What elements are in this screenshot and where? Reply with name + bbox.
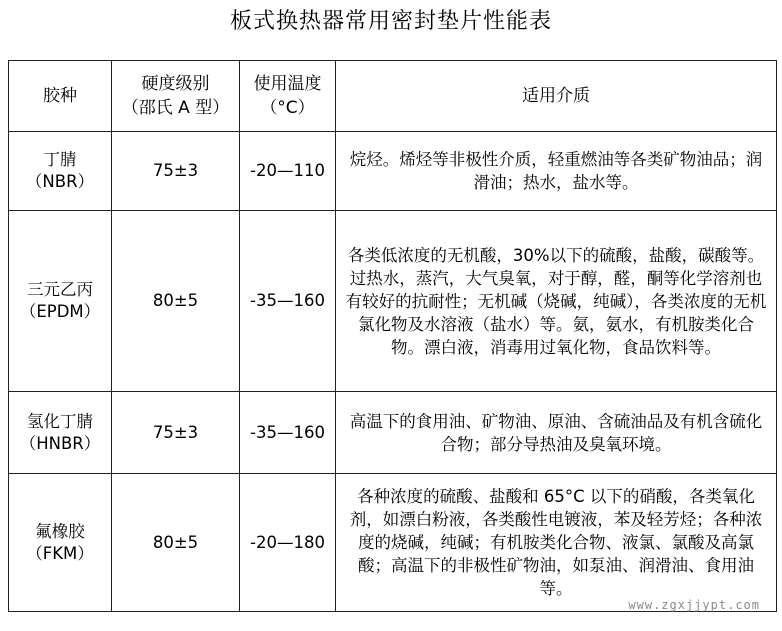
rubber-name: 丁腈 [43,150,77,169]
medium-cell: 烷烃。烯烃等非极性介质，轻重燃油等各类矿物油品；润滑油；热水，盐水等。 [336,132,777,211]
hardness-cell: 80±5 [112,474,240,612]
hardness-cell: 75±3 [112,132,240,211]
rubber-name: 氟橡胶 [35,521,85,541]
rubber-cell [9,211,112,392]
medium-cell: 各类低浓度的无机酸，30%以下的硫酸，盐酸，碳酸等。过热水，蒸汽，大气臭氧，对于醇，醛，酮等化学溶剂也有较好的抗耐性；无机碱（烧碱，纯碱），各类浓度的无机氯化物及水溶液（盐水）等。氨，氨水，有机胺类化合物。漂白液，消毒用过氧化物，食品饮料等。 [336,211,777,392]
rubber-code: （NBR） [25,172,95,191]
rubber-code: （EPDM） [19,302,101,321]
table-row [9,474,777,612]
hardness-cell: 75±3 [112,392,240,474]
rubber-code: （HNBR） [19,433,101,453]
table-row [9,132,777,211]
table-header-row [9,61,777,132]
header-hardness-line2: （邵氏 A 型） [121,98,230,118]
table-row [9,392,777,474]
header-temp-line1: 使用温度 [253,74,322,94]
temperature-cell: -35—160 [240,211,336,392]
medium-cell: 高温下的食用油、矿物油、原油、含硫油品及有机含硫化合物；部分导热油及臭氧环境。 [336,392,777,474]
header-rubber: 胶种 [9,61,112,132]
rubber-cell [9,474,112,612]
table-row [9,211,777,392]
rubber-cell [9,392,112,474]
temperature-cell: -20—110 [240,132,336,211]
header-hardness [112,61,240,132]
temperature-cell: -20—180 [240,474,336,612]
page-title: 板式换热器常用密封垫片性能表 [229,9,552,34]
header-temp-line2: （°C） [260,98,315,118]
temperature-cell: -35—160 [240,392,336,474]
header-medium: 适用介质 [336,61,777,132]
header-hardness-line1: 硬度级别 [141,74,210,94]
hardness-cell: 80±5 [112,211,240,392]
rubber-code: （FKM） [26,543,94,563]
medium-cell: 各种浓度的硫酸、盐酸和 65°C 以下的硝酸，各类氧化剂，如漂白粉液，各类酸性电镀液，苯及轻芳烃；各种浓度的烧碱，纯碱；有机胺类化合物、液氯、氯酸及高氯酸；高温下的非极性矿物油，如泵油、润滑油、食用油等。 [336,474,777,612]
rubber-name: 氢化丁腈 [27,411,93,431]
gasket-performance-table [8,60,777,612]
header-temperature [240,61,336,132]
rubber-cell [9,132,112,211]
rubber-name: 三元乙丙 [27,280,93,299]
watermark: www.zgxjjypt.com [628,598,760,612]
